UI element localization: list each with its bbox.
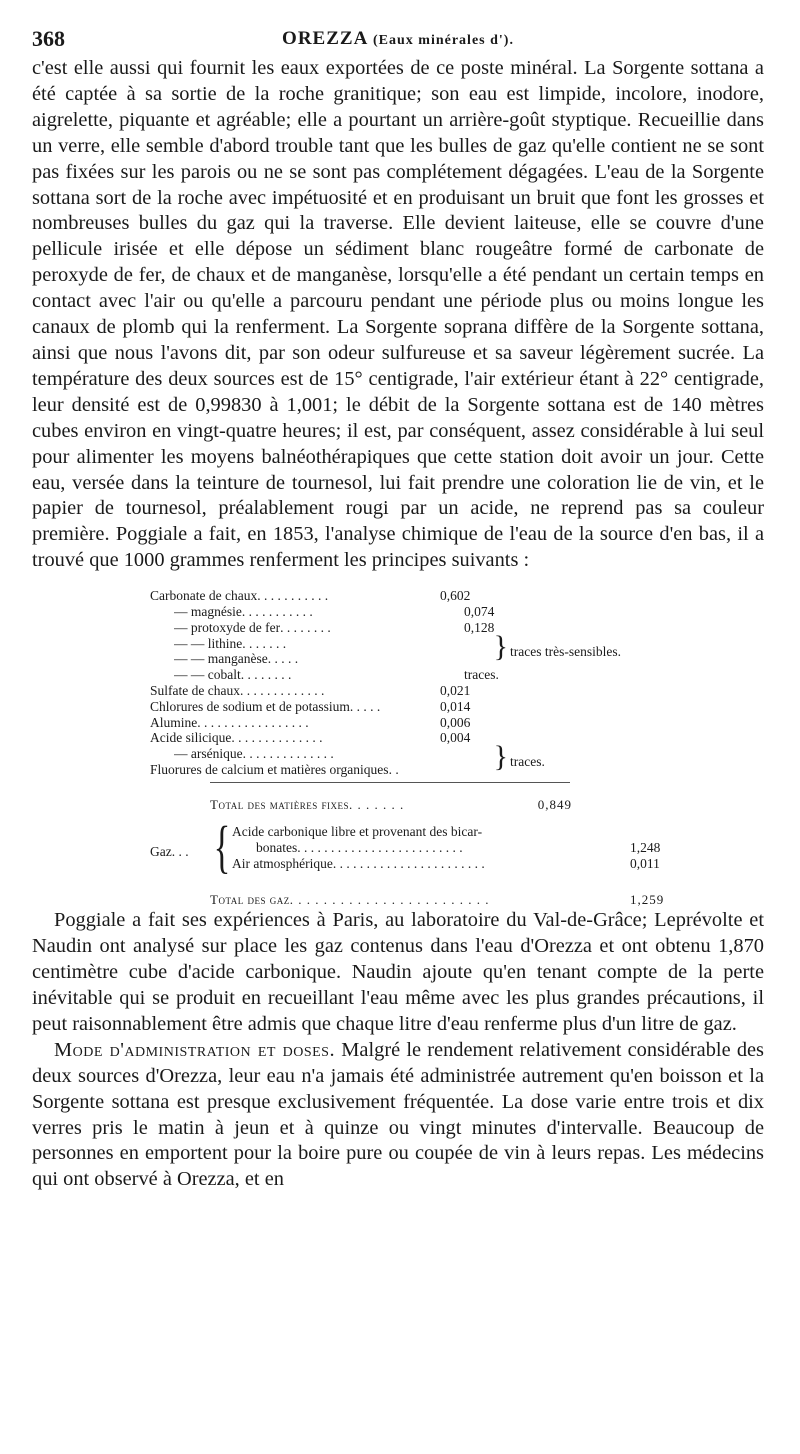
- leader-dots: . . . . . . . . . . . . .: [239, 682, 325, 698]
- gaz-label: Gaz. . .: [150, 844, 189, 860]
- leader-dots: . . . . . . . . . . . . . . . . . . . . . . . . .: [297, 840, 463, 856]
- table-row: [150, 636, 524, 652]
- leader-dots: . . . . .: [267, 651, 299, 667]
- table-row: [150, 620, 524, 636]
- row-label: — — lithine: [174, 635, 243, 651]
- total-value: 0,849: [537, 796, 572, 812]
- leader-dots: . . . . . . .: [242, 635, 287, 651]
- row-value: 0,074: [464, 603, 495, 619]
- gaz-block: [150, 814, 710, 882]
- row-group-arsenique-fluorures: [150, 740, 545, 778]
- page: [32, 26, 764, 1193]
- table-row: [150, 667, 524, 683]
- total-label: Total des matières fixes: [210, 796, 349, 812]
- row-label: Chlorures de sodium et de potassium: [150, 698, 350, 714]
- table-row: [150, 762, 500, 778]
- row-label: Carbonate de chaux: [150, 588, 258, 604]
- leader-dots: . . . . . . . . . . . . . .: [231, 730, 323, 746]
- paragraph-experiences: Poggiale a fait ses expériences à Paris, au laboratoire du Val-de-Grâce; Leprévolte et Naudin ont analysé sur place les gaz contenus dans l'eau d'Orezza et ont obtenu 1,870 centimètre cube d'acide carbonique. Naudin ajoute qu'en tenant compte de la perte inévitable qui se produit en recueillant l'eau même avec les plus grandes précautions, il peut raisonnablement être admis que chaque litre d'eau renferme plus d'un litre de gaz.: [32, 909, 764, 1035]
- total-value: 1,259: [630, 892, 665, 908]
- paragraph-administration: [32, 1038, 764, 1193]
- brace: {: [213, 814, 231, 880]
- leader-dots: . . . . . . . . . . . . . . . . . . . . . . .: [332, 856, 485, 872]
- running-title-main: OREZZA: [282, 28, 368, 49]
- page-number: 368: [32, 26, 65, 51]
- page-header: [32, 26, 764, 56]
- row-label: Alumine: [150, 714, 198, 730]
- row-label: Acide silicique: [150, 730, 232, 746]
- running-title: [32, 28, 764, 50]
- row-value: traces.: [464, 667, 499, 683]
- group-value: traces très-sensibles.: [510, 643, 621, 659]
- row-label: — arsénique: [174, 746, 243, 762]
- row-value: 0,021: [440, 682, 471, 698]
- section-heading: Mode d'administration et doses.: [54, 1038, 336, 1061]
- leader-dots: . . . . . . . .: [280, 619, 331, 635]
- leader-dots: . . . . . . .: [348, 796, 405, 812]
- leader-dots: . . . . .: [349, 698, 381, 714]
- brace: }: [493, 629, 508, 663]
- row-label: bonates: [256, 840, 298, 856]
- paragraph-text: Malgré le rendement relativement considérable des deux sources d'Orezza, leur eau n'a jamais été administrée autrement qu'en boisson et la Sorgente sottana est presque exclusivement fréquentée. La dose varie entre trois et dix verres pris le matin à jeun et à quinze ou vingt minutes d'intervalle. Beaucoup de personnes en emportent pour la boire pure ou coupée de vin à leurs repas. Les médecins qui ont observé à Orezza, et en: [32, 1038, 764, 1191]
- row-label: — protoxyde de fer: [174, 619, 281, 635]
- table-row: [150, 683, 500, 699]
- row-label: Sulfate de chaux: [150, 682, 240, 698]
- leader-dots: . . . . . . . . . . . . . . . . .: [197, 714, 309, 730]
- row-label: — — cobalt: [174, 667, 241, 683]
- leader-dots: . .: [388, 761, 399, 777]
- leader-dots: . . . . . . . . . . . . . . . . . . . . . . . .: [289, 892, 490, 908]
- paragraph-description: c'est elle aussi qui fournit les eaux exportées de ce poste minéral. La Sorgente sottana a été captée à sa sortie de la roche granitique; son eau est limpide, incolore, inodore, aigrelette, piquante et agréable; elle a pourtant un arrière-goût styptique. Recueillie dans un verre, elle semble d'abord trouble tant que les bulles de gaz qu'elle contient ne se sont pas fixées sur les parois ou ne se sont pas complétement dégagées. L'eau de la Sorgente sottana sort de la roche avec impétuosité et en produisant un bruit que font les grosses et nombreuses bulles du gaz qui la traverse. Elle devient laiteuse, elle se couvre d'une pellicule irisée et elle dépose un sédiment blanc rougeâtre formé de carbonate de peroxyde de fer, de chaux et de manganèse, lorsqu'elle a été pendant un certain temps en contact avec l'air ou qu'elle a parcouru pendant une période plus ou moins longue les canaux de plomb qui la renferment. La Sorgente soprana diffère de la Sorgente sottana, ainsi que nous l'avons dit, par son odeur sulfureuse et sa saveur légèrement sucrée. La température des deux sources est de 15° centigrade, l'air extérieur étant à 22° centigrade, leur densité est de 0,99830 à 1,001; le débit de la Sorgente sottana est de 140 mètres cubes environ en vingt-quatre heures; il est, par conséquent, assez considérable à lui seul pour alimenter les moyens balnéothérapiques que cette station doit avoir un jour. Cette eau, versée dans la teinture de tournesol, lui fait prendre une coloration lie de vin, et le papier de tournesol, préalablement rougi par un acide, ne reprend pas sa couleur première. Poggiale a fait, en 1853, l'analyse chimique de l'eau de la source d'en bas, il a trouvé que 1000 grammes renferment les principes suivants :: [32, 57, 764, 572]
- table-row: [150, 746, 524, 762]
- row-value: 0,011: [630, 856, 660, 872]
- row-value: 0,014: [440, 698, 471, 714]
- brace: }: [493, 740, 508, 774]
- row-value: 0,128: [464, 619, 495, 635]
- gaz-lines: [232, 824, 680, 871]
- running-title-subtitle: (Eaux minérales d').: [373, 33, 514, 48]
- row-value: 1,248: [630, 840, 661, 856]
- leader-dots: . . . . . . . .: [240, 667, 292, 683]
- table-row: [150, 604, 524, 620]
- table-row: [150, 699, 500, 715]
- table-row: [150, 715, 500, 731]
- row-label: Acide carbonique libre et provenant des bicar-: [232, 824, 483, 840]
- table-row: [232, 856, 680, 872]
- leader-dots: . . . . . . . . . . . . . .: [242, 746, 334, 762]
- row-value: 0,004: [440, 730, 471, 746]
- row-value: 0,006: [440, 714, 471, 730]
- leader-dots: . . . . . . . . . . .: [257, 588, 329, 604]
- table-row: [232, 840, 680, 856]
- leader-dots: . . . . . . . . . . .: [241, 603, 313, 619]
- table-row: [150, 588, 500, 604]
- table-row: [232, 824, 680, 840]
- row-label: — — manganèse: [174, 651, 268, 667]
- total-gaz-row: [210, 892, 680, 908]
- row-group-lithine-manganese: [150, 629, 621, 668]
- table-row: [150, 730, 500, 746]
- row-label: — magnésie: [174, 603, 242, 619]
- row-value: 0,602: [440, 588, 471, 604]
- analysis-table: [150, 588, 710, 908]
- row-label: Air atmosphérique: [232, 856, 333, 872]
- table-row: [150, 651, 524, 667]
- divider: [210, 782, 570, 783]
- total-label: Total des gaz: [210, 892, 290, 908]
- group-value: traces.: [510, 754, 545, 770]
- row-label: Fluorures de calcium et matières organiques: [150, 761, 389, 777]
- total-fixes-row: [210, 797, 572, 813]
